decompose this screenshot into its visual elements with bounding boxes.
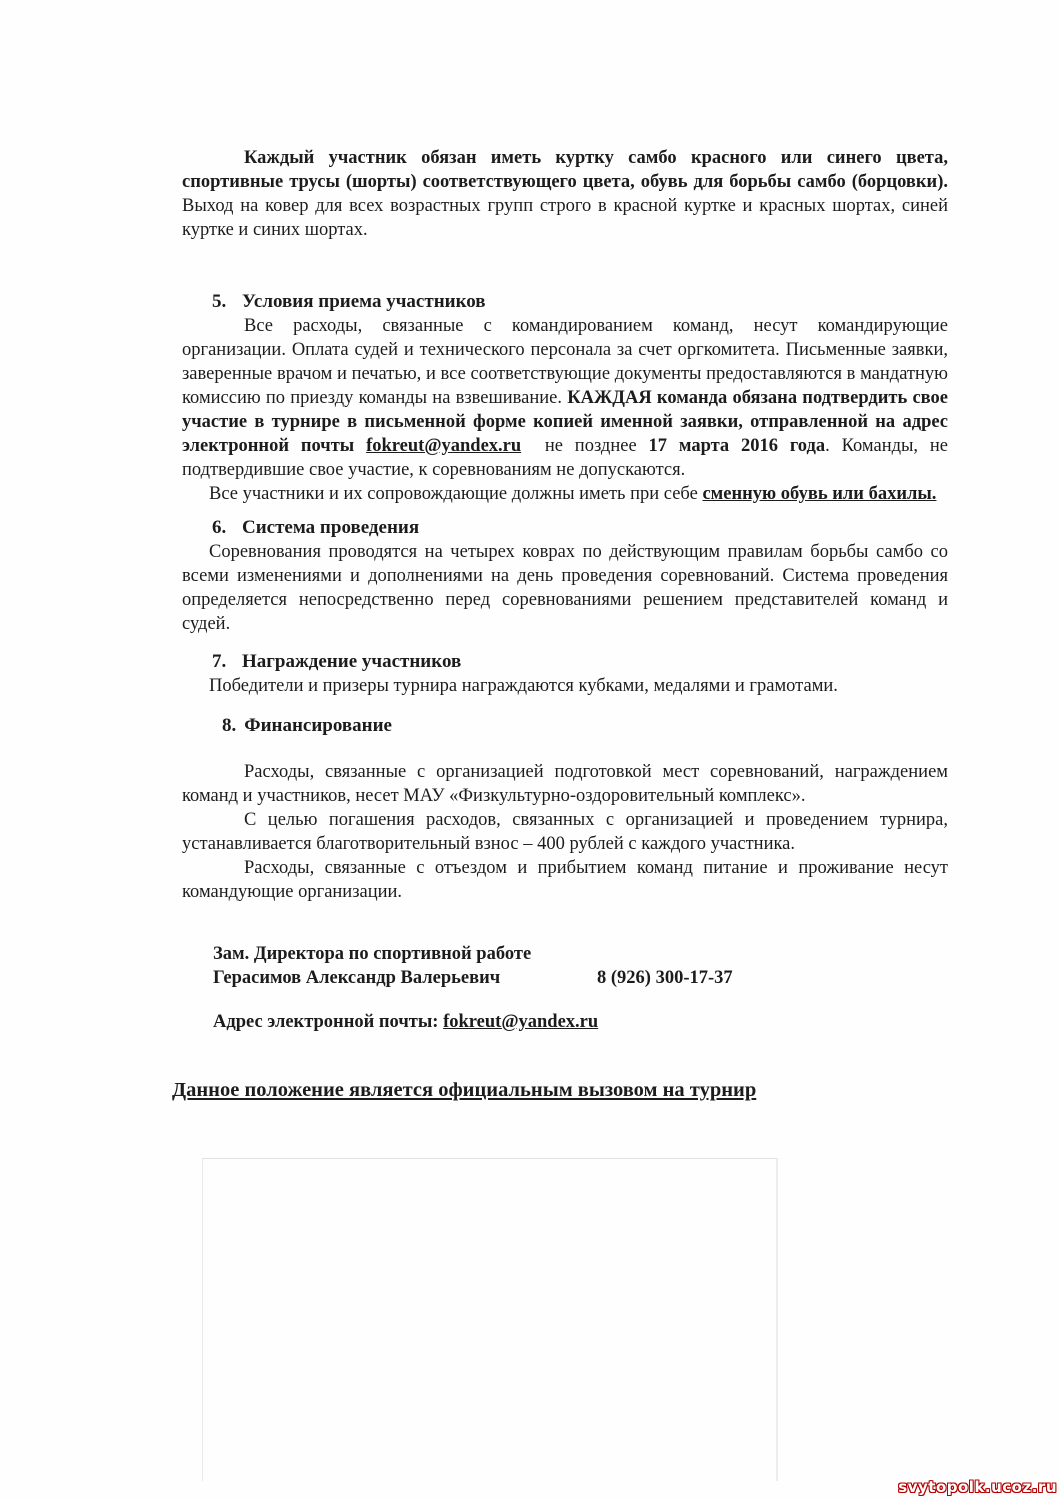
section-7-heading	[182, 650, 948, 674]
section-7-number: 7.	[212, 651, 227, 672]
intro-regular-text: Выход на ковер для всех возрастных групп строго в красной куртке и красных шортах, синей куртке и синих шортах.	[182, 196, 948, 240]
scan-edge-artifact	[202, 1158, 778, 1481]
section-6-title: Система проведения	[242, 517, 420, 538]
signature-name-row	[213, 966, 948, 990]
section-5-regular-text: Все расходы, связанные с командированием команд, несут командирующие организации. Оплата судей и технического персонала за счет оргкомитета. Письменные заявки, заверенные врачом и печатью, и все соответствующие документы предоставляются в мандатную комиссию по приезду команды на взвешивание.	[182, 316, 948, 408]
section-5-after-email-text: не позднее	[544, 436, 637, 456]
site-watermark: svytopolk.ucoz.ru	[898, 1478, 1057, 1496]
signature-name: Герасимов Александр Валерьевич	[213, 968, 501, 988]
intro-bold-text: Каждый участник обязан иметь куртку самбо красного или синего цвета, спортивные трусы (шорты) соответствующего цвета, обувь для борьбы самбо (борцовки).	[182, 148, 948, 192]
section-5-heading	[182, 290, 948, 314]
email-line	[182, 1010, 948, 1034]
section-8-paragraph-3: Расходы, связанные с отъездом и прибытием команд питание и проживание несут командующие организации.	[182, 858, 948, 902]
section-6-number: 6.	[212, 517, 227, 538]
section-5-deadline-date: 17 марта 2016 года	[648, 436, 826, 456]
email-address: fokreut@yandex.ru	[443, 1012, 599, 1032]
section-5-number: 5.	[212, 291, 227, 312]
section-6-heading	[182, 516, 948, 540]
signature-position-title: Зам. Директора по спортивной работе	[213, 944, 532, 964]
section-5-para2-regular: Все участники и их сопровождающие должны иметь при себе	[209, 484, 698, 504]
section-8-paragraph-2: С целью погашения расходов, связанных с организацией и проведением турнира, устанавливается благотворительный взнос – 400 рублей с каждого участника.	[182, 810, 948, 854]
email-label: Адрес электронной почты:	[213, 1012, 439, 1032]
official-invitation-statement: Данное положение является официальным вызовом на турнир	[172, 1079, 757, 1101]
section-8-paragraph-1: Расходы, связанные с организацией подготовкой мест соревнований, награждением команд и участников, несет МАУ «Физкультурно-оздоровительный комплекс».	[182, 762, 948, 806]
section-7-body: Победители и призеры турнира награждаются кубками, медалями и грамотами.	[209, 676, 838, 696]
signature-phone: 8 (926) 300-17-37	[597, 968, 733, 988]
section-5-end-text: . Команды, не подтвердившие свое участие, к соревнованиям не допускаются.	[182, 436, 949, 480]
signature-block	[182, 942, 948, 990]
section-6-body: Соревнования проводятся на четырех коврах по действующим правилам борьбы самбо со всеми изменениями и дополнениями на день проведения соревнований. Система проведения определяется непосредственно перед соревнованиями решением представителей команд и судей.	[182, 542, 948, 634]
section-8-heading	[182, 714, 948, 738]
section-8-body	[182, 760, 948, 904]
section-5-email-link: fokreut@yandex.ru	[366, 436, 522, 456]
section-5-bold-text: КАЖДАЯ команда обязана подтвердить свое участие в турнире в письменной форме копией именной заявки, отправленной на адрес электронной почты	[182, 388, 948, 456]
section-7-title: Награждение участников	[242, 651, 462, 672]
document-content	[172, 146, 949, 1102]
intro-paragraph	[182, 146, 948, 242]
section-5-paragraph-2	[182, 482, 948, 506]
section-5-paragraph-1	[182, 314, 948, 482]
section-8-title: Финансирование	[244, 715, 392, 736]
section-8-number: 8.	[222, 715, 237, 736]
section-5-title: Условия приема участников	[242, 291, 486, 312]
section-5-para2-requirement: сменную обувь или бахилы.	[702, 484, 937, 504]
